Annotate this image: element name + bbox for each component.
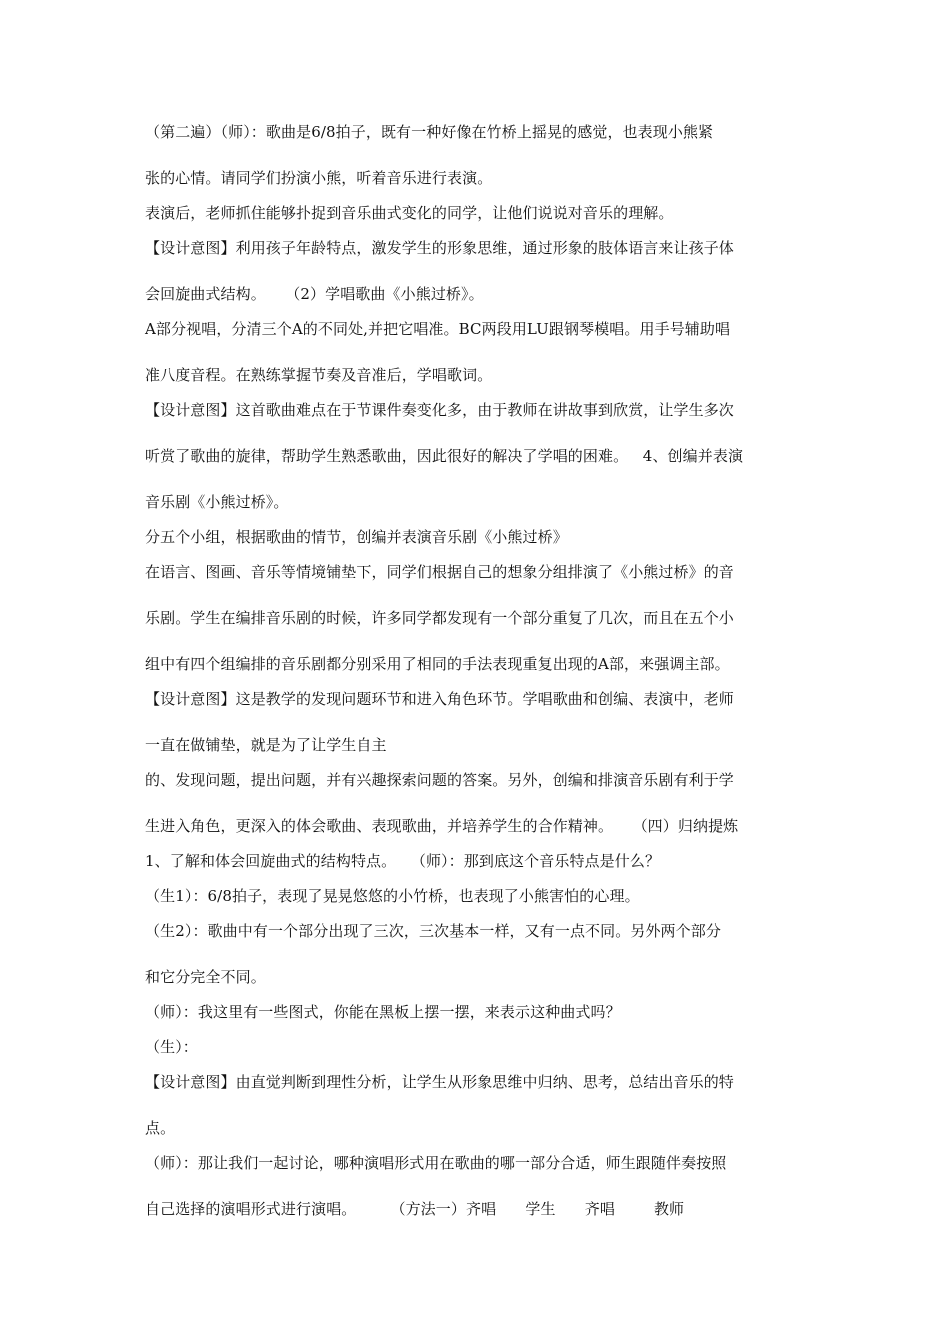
text-line: 音乐剧《小熊过桥》。 xyxy=(145,493,289,511)
text-line: 【设计意图】这首歌曲难点在于节课件奏变化多，由于教师在讲故事到欣赏，让学生多次 xyxy=(145,401,734,419)
text-line: （师）：那让我们一起讨论，哪种演唱形式用在歌曲的哪一部分合适，师生跟随伴奏按照 xyxy=(145,1154,727,1172)
text-line: 和它分完全不同。 xyxy=(145,968,266,986)
text-line: 1、了解和体会回旋曲式的结构特点。 （师）：那到底这个音乐特点是什么？ xyxy=(145,852,661,870)
text-line: 的、发现问题，提出问题，并有兴趣探索问题的答案。另外，创编和排演音乐剧有利于学 xyxy=(145,771,734,789)
text-line: （生1）：6/8拍子，表现了晃晃悠悠的小竹桥，也表现了小熊害怕的心理。 xyxy=(145,887,640,905)
text-line: 【设计意图】利用孩子年龄特点，激发学生的形象思维，通过形象的肢体语言来让孩子体 xyxy=(145,239,734,257)
text-line: 【设计意图】由直觉判断到理性分析，让学生从形象思维中归纳、思考，总结出音乐的特 xyxy=(145,1073,734,1091)
text-line: 会回旋曲式结构。 （2）学唱歌曲《小熊过桥》。 xyxy=(145,285,484,303)
text-line: A部分视唱，分清三个A的不同处,并把它唱准。BC两段用LU跟钢琴模唱。用手号辅助唱 xyxy=(145,320,731,338)
text-line: （第二遍）（师）：歌曲是6/8拍子，既有一种好像在竹桥上摇晃的感觉，也表现小熊紧 xyxy=(145,123,714,141)
text-line: （生2）：歌曲中有一个部分出现了三次，三次基本一样，又有一点不同。另外两个部分 xyxy=(145,922,721,940)
text-line: 自己选择的演唱形式进行演唱。 （方法一）齐唱 学生 齐唱 教师 xyxy=(145,1200,685,1218)
text-line: 生进入角色，更深入的体会歌曲、表现歌曲，并培养学生的合作精神。 （四）归纳提炼 xyxy=(145,817,739,835)
text-line: 张的心情。请同学们扮演小熊，听着音乐进行表演。 xyxy=(145,169,493,187)
text-line: 一直在做铺垫，就是为了让学生自主 xyxy=(145,736,387,754)
document-body xyxy=(145,122,810,1219)
text-line: 准八度音程。在熟练掌握节奏及音准后，学唱歌词。 xyxy=(145,366,493,384)
text-line: 表演后，老师抓住能够扑捉到音乐曲式变化的同学，让他们说说对音乐的理解。 xyxy=(145,204,674,222)
text-line: 分五个小组，根据歌曲的情节，创编并表演音乐剧《小熊过桥》 xyxy=(145,528,568,546)
text-line: 听赏了歌曲的旋律，帮助学生熟悉歌曲，因此很好的解决了学唱的困难。 4、创编并表演 xyxy=(145,447,744,465)
text-line: 在语言、图画、音乐等情境铺垫下，同学们根据自己的想象分组排演了《小熊过桥》的音 xyxy=(145,563,734,581)
text-line: 组中有四个组编排的音乐剧都分别采用了相同的手法表现重复出现的A部，来强调主部。 xyxy=(145,655,730,673)
text-line: 点。 xyxy=(145,1119,176,1137)
text-line: （生）： xyxy=(145,1038,198,1056)
text-line: 乐剧。学生在编排音乐剧的时候，许多同学都发现有一个部分重复了几次，而且在五个小 xyxy=(145,609,734,627)
text-line: （师）：我这里有一些图式，你能在黑板上摆一摆，来表示这种曲式吗？ xyxy=(145,1003,621,1021)
text-line: 【设计意图】这是教学的发现问题环节和进入角色环节。学唱歌曲和创编、表演中，老师 xyxy=(145,690,734,708)
